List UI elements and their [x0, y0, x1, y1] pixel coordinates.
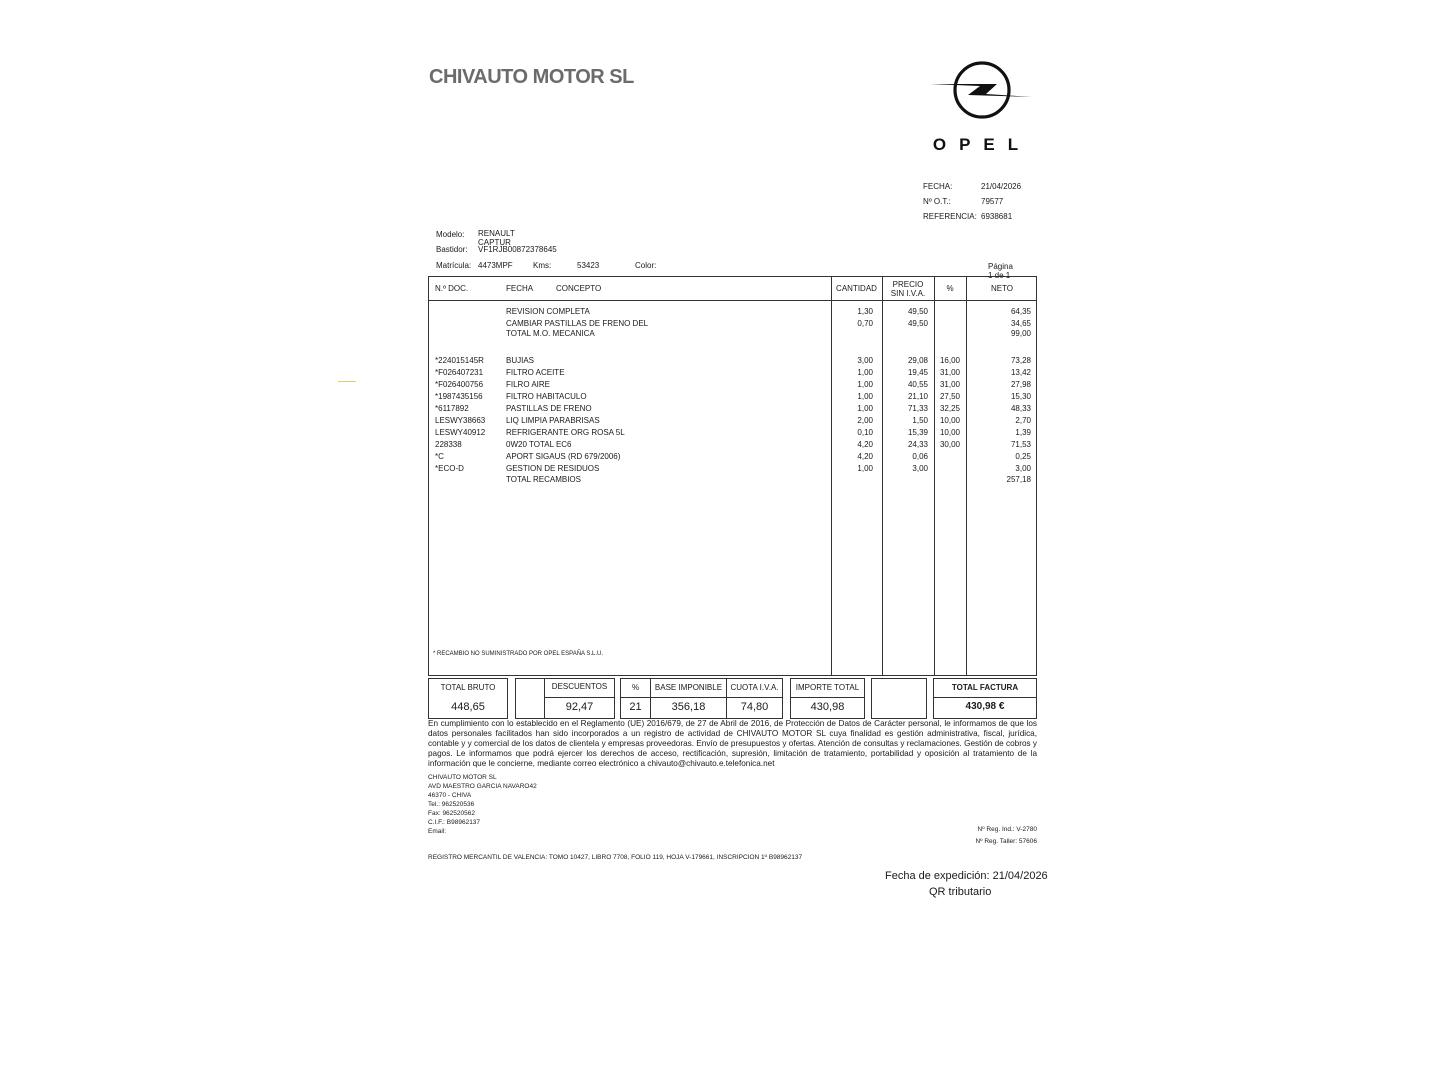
cell-doc: 228338 [435, 440, 462, 449]
cell-precio: 1,50 [912, 416, 928, 425]
cell-cantidad: 1,00 [857, 464, 873, 473]
cell-neto: 257,18 [1006, 475, 1031, 484]
th-fecha: FECHA [506, 284, 534, 293]
cell-neto: 27,98 [1010, 380, 1031, 389]
cell-concepto: FILTRO ACEITE [506, 368, 565, 377]
cell-pct: 32,25 [939, 404, 960, 413]
cell-precio: 49,50 [907, 319, 928, 328]
cell-doc: LESWY40912 [435, 428, 486, 437]
descuentos-label: DESCUENTOS [551, 682, 608, 691]
reg-ind: Nº Reg. Ind.: V-2780 [977, 826, 1037, 833]
opel-logo-text: OPEL [932, 135, 1032, 154]
th-precio-line1: PRECIO [892, 280, 924, 289]
th-pct: % [946, 284, 954, 293]
privacy-notice: En cumplimiento con lo establecido en el Reglamento (UE) 2016/679, de 27 de Abril de 2016, de Protección de Datos de Carácter personal, le informamos de que los datos personales facilitados han sido incorporados a un registro de actividad de CHIVAUTO MOTOR SL cuya finalidad es gestión administrativa, fiscal, jurídica, contable y y comercial de los datos de clientela y empresas proveedoras. Envío de presupuestos y ofertas. Atención de consultas y reclamaciones. Gestión de cobros y pagos. Le informamos que podrá ejercer los derechos de acceso, rectificación, supresión, limitación de tratamiento, portabilidad y oposición al tratamiento de la información que le concierne, mediante correo electrónico a chivauto@chivauto.e.telefonica.net [428, 719, 1037, 768]
cell-pct: 27,50 [939, 392, 960, 401]
cell-concepto: APORT SIGAUS (RD 679/2006) [506, 452, 621, 461]
cell-neto: 2,70 [1015, 416, 1031, 425]
cell-precio: 49,50 [907, 307, 928, 316]
cell-doc: *C [435, 452, 444, 461]
cell-neto: 48,33 [1010, 404, 1031, 413]
cell-precio: 40,55 [907, 380, 928, 389]
bastidor-value: VF1RJB00872378645 [478, 245, 557, 254]
company-name: CHIVAUTO MOTOR SL [429, 66, 634, 88]
kms-label: Kms: [533, 261, 552, 270]
th-cantidad: CANTIDAD [836, 284, 877, 293]
th-precio [882, 280, 934, 298]
cell-precio: 24,33 [907, 440, 928, 449]
cell-concepto: 0W20 TOTAL EC6 [506, 440, 572, 449]
cell-concepto: LIQ LIMPIA PARABRISAS [506, 416, 600, 425]
descuentos-value: 92,47 [565, 701, 594, 713]
matricula-label: Matrícula: [436, 261, 472, 270]
meta-value: 6938681 [981, 212, 1013, 221]
cell-cantidad: 1,00 [857, 380, 873, 389]
box-divider [545, 697, 614, 698]
page-number: Página 1 de 1 [988, 262, 1013, 280]
base-imponible-label: BASE IMPONIBLE [654, 683, 723, 692]
cell-precio: 71,33 [907, 404, 928, 413]
cuota-iva-value: 74,80 [740, 701, 769, 713]
cell-concepto: REVISION COMPLETA [506, 307, 590, 316]
cell-cantidad: 4,20 [857, 440, 873, 449]
cell-neto: 71,53 [1010, 440, 1031, 449]
pct-label: % [631, 683, 640, 692]
th-neto: NETO [990, 284, 1014, 293]
box-divider [934, 697, 1036, 698]
address-line: AVD MAESTRO GARCIA NAVARO42 [428, 783, 537, 790]
cell-cantidad: 1,00 [857, 368, 873, 377]
qr-tributario-label: QR tributario [929, 886, 992, 898]
table-note: * RECAMBIO NO SUMINISTRADO POR OPEL ESPAÑA S.L.U. [433, 651, 604, 657]
pct-box [620, 678, 651, 719]
fecha-expedicion: Fecha de expedición: 21/04/2026 [885, 870, 1048, 882]
box-divider [621, 697, 650, 698]
cell-neto: 15,30 [1010, 392, 1031, 401]
cell-doc: *F026400756 [435, 380, 484, 389]
cell-neto: 34,65 [1010, 319, 1031, 328]
cuota-iva-label: CUOTA I.V.A. [730, 683, 779, 692]
cuota-iva-box [726, 678, 783, 719]
kms-value: 53423 [577, 261, 600, 270]
address-line: CHIVAUTO MOTOR SL [428, 774, 497, 781]
cell-pct: 10,00 [939, 428, 960, 437]
header-divider [429, 300, 1036, 301]
cell-precio: 15,39 [907, 428, 928, 437]
address-line: 46370 - CHIVA [428, 792, 472, 799]
cell-cantidad: 2,00 [857, 416, 873, 425]
cell-cantidad: 0,10 [857, 428, 873, 437]
total-bruto-box [428, 678, 508, 719]
registro-mercantil: REGISTRO MERCANTIL DE VALENCIA: TOMO 10427, LIBRO 7708, FOLIO 119, HOJA V-179661, INSCRIPCION 1º B98962137 [428, 854, 803, 861]
cell-cantidad: 1,30 [857, 307, 873, 316]
address-line: C.I.F.: B98962137 [428, 819, 481, 826]
total-bruto-value: 448,65 [451, 701, 485, 713]
table-row [429, 474, 1036, 486]
address-line: Tel.: 962520536 [428, 801, 475, 808]
cell-cantidad: 1,00 [857, 392, 873, 401]
cell-precio: 0,06 [912, 452, 928, 461]
descuentos-box [544, 678, 615, 719]
cell-neto: 99,00 [1010, 329, 1031, 338]
cell-doc: *6117892 [435, 404, 469, 413]
company-address [428, 773, 537, 836]
modelo-value: RENAULT CAPTUR [478, 229, 515, 247]
color-label: Color: [635, 261, 657, 270]
total-factura-value: 430,98 € [965, 701, 1005, 712]
margin-mark [338, 381, 356, 382]
reg-taller: Nº Reg. Taller: 57606 [975, 838, 1037, 845]
empty-box [871, 678, 927, 719]
meta-value: 79577 [981, 197, 1004, 206]
total-bruto-label: TOTAL BRUTO [440, 683, 496, 692]
cell-pct: 30,00 [939, 440, 960, 449]
box-divider [791, 697, 864, 698]
base-imponible-value: 356,18 [671, 701, 706, 713]
box-divider [727, 697, 782, 698]
cell-pct: 31,00 [939, 380, 960, 389]
th-doc: N.º DOC. [435, 284, 469, 293]
cell-doc: *ECO-D [435, 464, 464, 473]
cell-neto: 3,00 [1015, 464, 1031, 473]
importe-total-box [790, 678, 865, 719]
th-precio-line2: SIN I.V.A. [890, 289, 926, 298]
bastidor-label: Bastidor: [436, 245, 468, 254]
cell-cantidad: 3,00 [857, 356, 873, 365]
cell-pct: 16,00 [939, 356, 960, 365]
table-row [429, 328, 1036, 340]
total-factura-label: TOTAL FACTURA [951, 683, 1019, 692]
table-row [429, 367, 1036, 379]
cell-concepto: PASTILLAS DE FRENO [506, 404, 592, 413]
invoice-meta [923, 179, 1043, 225]
total-factura-box [933, 678, 1037, 719]
importe-total-value: 430,98 [810, 701, 845, 713]
table-row [429, 306, 1036, 318]
cell-concepto: CAMBIAR PASTILLAS DE FRENO DEL [506, 319, 649, 328]
opel-logo [928, 60, 1036, 155]
cell-neto: 73,28 [1010, 356, 1031, 365]
empty-box [515, 678, 545, 719]
matricula-value: 4473MPF [478, 261, 513, 270]
address-line: Fax: 962520562 [428, 810, 475, 817]
box-divider [651, 697, 726, 698]
table-row [429, 391, 1036, 403]
cell-precio: 19,45 [907, 368, 928, 377]
cell-cantidad: 1,00 [857, 404, 873, 413]
cell-precio: 21,10 [907, 392, 928, 401]
meta-label: REFERENCIA: [923, 212, 977, 221]
meta-label: Nº O.T.: [923, 197, 951, 206]
table-row [429, 355, 1036, 367]
cell-neto: 1,39 [1015, 428, 1031, 437]
cell-cantidad: 4,20 [857, 452, 873, 461]
cell-precio: 29,08 [907, 356, 928, 365]
cell-concepto: BUJIAS [506, 356, 535, 365]
meta-label: FECHA: [923, 182, 953, 191]
cell-neto: 64,35 [1010, 307, 1031, 316]
pct-value: 21 [629, 701, 642, 713]
table-row [429, 451, 1036, 463]
table-row [429, 379, 1036, 391]
cell-concepto: TOTAL M.O. MECANICA [506, 329, 595, 338]
cell-doc: LESWY38663 [435, 416, 486, 425]
importe-total-label: IMPORTE TOTAL [795, 683, 860, 692]
table-row [429, 415, 1036, 427]
modelo-label: Modelo: [436, 230, 465, 239]
invoice-table [428, 276, 1037, 676]
cell-pct: 10,00 [939, 416, 960, 425]
base-imponible-box [650, 678, 727, 719]
table-row [429, 439, 1036, 451]
meta-value: 21/04/2026 [981, 182, 1022, 191]
th-concepto: CONCEPTO [556, 284, 602, 293]
table-row [429, 403, 1036, 415]
cell-doc: *1987435156 [435, 392, 483, 401]
cell-neto: 0,25 [1015, 452, 1031, 461]
cell-concepto: FILTRO HABITACULO [506, 392, 587, 401]
cell-pct: 31,00 [939, 368, 960, 377]
cell-concepto: GESTION DE RESIDUOS [506, 464, 600, 473]
address-line: Email: [428, 828, 447, 835]
cell-precio: 3,00 [912, 464, 928, 473]
cell-neto: 13,42 [1010, 368, 1031, 377]
table-row [429, 427, 1036, 439]
cell-concepto: FILRO AIRE [506, 380, 551, 389]
cell-concepto: REFRIGERANTE ORG ROSA 5L [506, 428, 625, 437]
cell-concepto: TOTAL RECAMBIOS [506, 475, 581, 484]
cell-doc: *F026407231 [435, 368, 484, 377]
cell-doc: *224015145R [435, 356, 484, 365]
cell-cantidad: 0,70 [857, 319, 873, 328]
